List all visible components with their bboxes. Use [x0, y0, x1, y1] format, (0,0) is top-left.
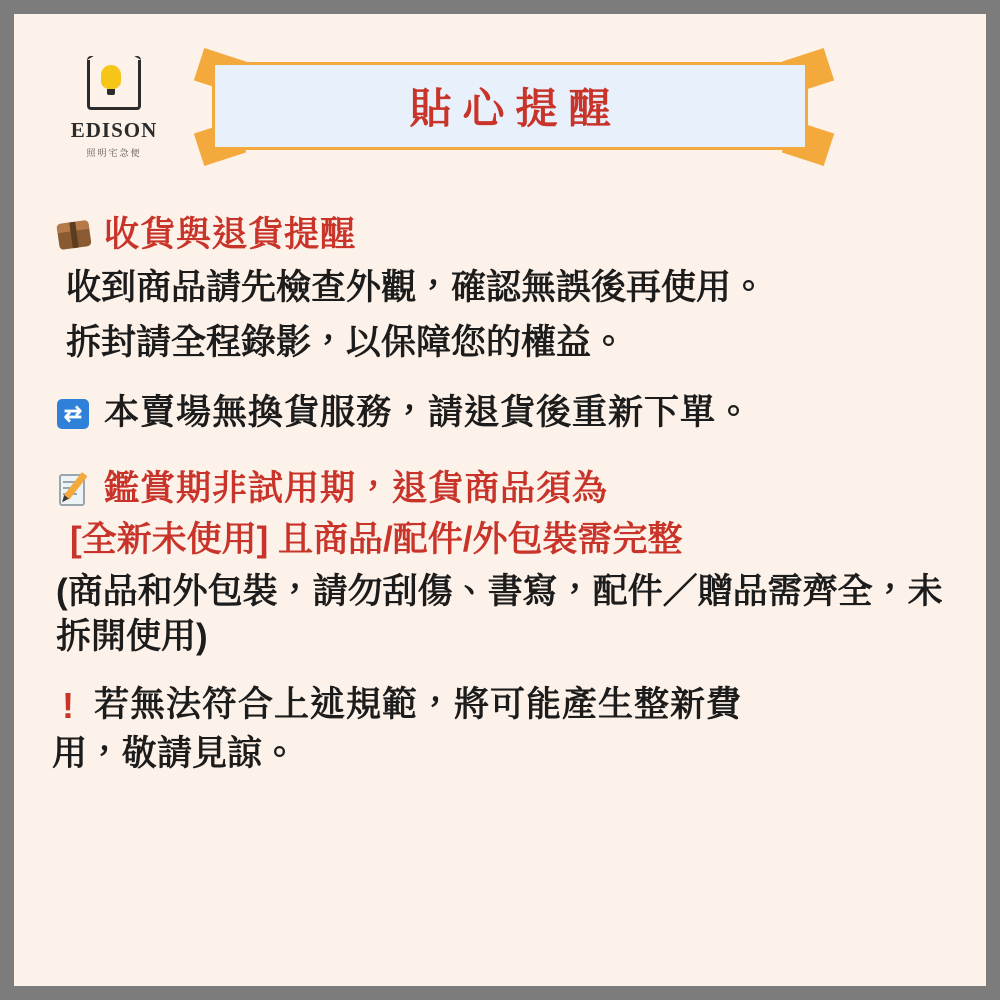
- banner-ribbon: [190, 50, 830, 168]
- section-heading: 收貨與退貨提醒: [104, 215, 357, 254]
- section-line: [全新未使用] 且商品/配件/外包裝需完整: [70, 519, 683, 559]
- section-line: (商品和外包裝，請勿刮傷、書寫，配件／贈品需齊全，未拆開使用): [56, 572, 943, 657]
- note-pencil-icon: [56, 472, 92, 508]
- exclamation-icon: !: [62, 684, 74, 726]
- section-line: 拆封請全程錄影，以保障您的權益。: [66, 322, 627, 362]
- section-heading: 鑑賞期非試用期，退貨商品須為: [104, 468, 609, 508]
- brand-subtitle: 照明宅急便: [86, 148, 142, 158]
- banner-box: [212, 62, 808, 150]
- swap-icon: ⇄: [56, 396, 92, 432]
- section-heading-row: [14, 684, 986, 726]
- section-line: 用，敬請見諒。: [52, 733, 298, 773]
- section-line: 收到商品請先檢查外觀，確認無誤後再使用。: [66, 268, 767, 307]
- section-shipping-return: [14, 214, 986, 366]
- brand-logo: [60, 56, 168, 162]
- section-heading: 本賣場無換貨服務，請退貨後重新下單。: [104, 392, 753, 432]
- package-icon: [56, 218, 92, 254]
- section-refurbish-fee: [14, 684, 986, 777]
- section-heading-row: [14, 468, 986, 510]
- notice-card: [14, 14, 986, 986]
- brand-name: EDISON: [70, 118, 158, 142]
- notice-body: [14, 190, 986, 777]
- house-bulb-logo-icon: [84, 56, 144, 112]
- page-title: 貼心提醒: [409, 85, 622, 132]
- section-heading-row: [14, 214, 986, 256]
- section-no-exchange: [14, 392, 986, 434]
- section-heading-row: [14, 392, 986, 434]
- section-inspection-period: [14, 468, 986, 660]
- section-heading: 若無法符合上述規範，將可能產生整新費: [94, 684, 743, 724]
- card-header: [14, 14, 986, 184]
